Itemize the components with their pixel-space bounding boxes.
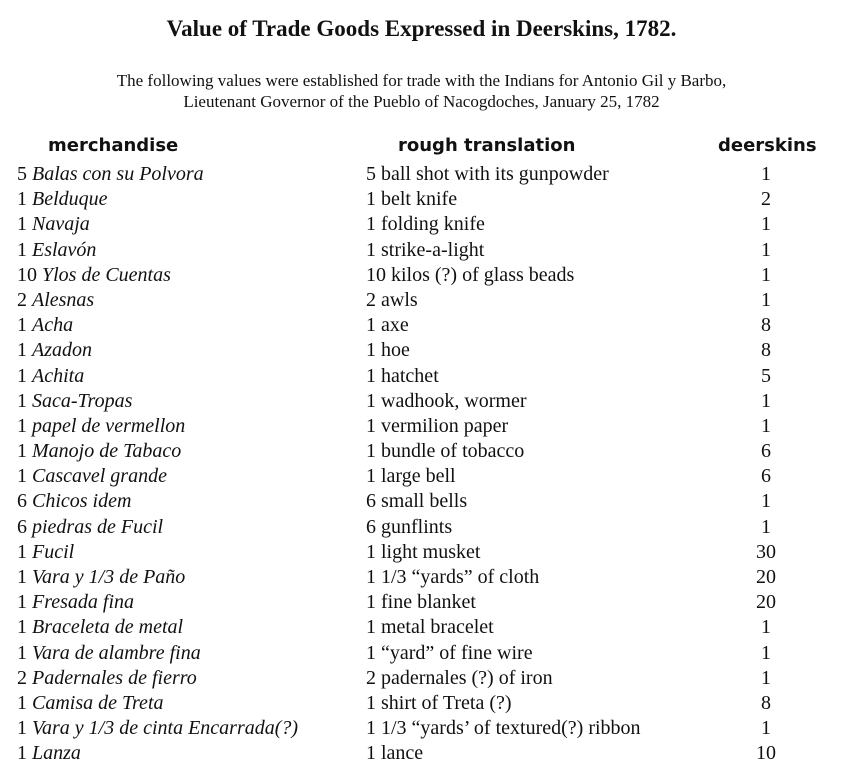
quantity: 1 xyxy=(17,616,27,639)
deerskins-cell: 1 xyxy=(761,263,771,286)
merchandise-cell xyxy=(17,162,204,187)
translation-cell: 6 small bells xyxy=(366,490,468,513)
table-row xyxy=(0,641,843,666)
intro-line-2: Lieutenant Governor of the Pueblo of Nacogdoches, January 25, 1782 xyxy=(183,92,660,111)
table-row xyxy=(0,364,843,389)
table-row xyxy=(0,741,843,766)
table-row xyxy=(0,464,843,489)
translation-cell: 1 light musket xyxy=(366,540,481,563)
item-name: Alesnas xyxy=(32,288,95,311)
table-row xyxy=(0,389,843,414)
merchandise-cell xyxy=(17,666,197,691)
intro-paragraph xyxy=(0,70,843,112)
quantity: 1 xyxy=(17,188,27,211)
translation-cell: 2 padernales (?) of iron xyxy=(366,666,553,689)
quantity: 1 xyxy=(17,566,27,588)
quantity: 1 xyxy=(17,213,27,236)
translation-cell: 1 folding knife xyxy=(366,213,485,236)
table-row xyxy=(0,691,843,716)
item-name: Ylos de Cuentas xyxy=(42,263,171,286)
translation-cell: 1 “yard” of fine wire xyxy=(366,641,533,664)
deerskins-cell: 1 xyxy=(761,163,771,185)
quantity: 1 xyxy=(17,742,27,765)
table-row xyxy=(0,212,843,237)
item-name: Padernales de fierro xyxy=(32,666,197,689)
item-name: Saca-Tropas xyxy=(32,389,133,412)
table-row xyxy=(0,515,843,540)
table-row xyxy=(0,263,843,288)
trade-goods-table xyxy=(0,162,843,767)
table-row xyxy=(0,666,843,691)
item-name: Acha xyxy=(32,314,74,337)
deerskins-cell: 1 xyxy=(761,238,771,261)
merchandise-cell xyxy=(17,515,163,540)
translation-cell: 1 hatchet xyxy=(366,364,439,387)
table-row xyxy=(0,238,843,263)
item-name: Vara de alambre fina xyxy=(32,641,201,664)
translation-cell: 1 shirt of Treta (?) xyxy=(366,691,512,714)
merchandise-cell xyxy=(17,313,73,338)
merchandise-cell xyxy=(17,489,131,514)
table-row xyxy=(0,716,843,741)
quantity: 5 xyxy=(17,163,27,185)
quantity: 2 xyxy=(17,288,27,311)
deerskins-cell: 6 xyxy=(761,465,771,488)
quantity: 1 xyxy=(17,717,27,740)
merchandise-cell xyxy=(17,414,185,439)
item-name: Lanza xyxy=(32,742,81,765)
translation-cell: 1 fine blanket xyxy=(366,591,476,614)
table-row xyxy=(0,414,843,439)
quantity: 10 xyxy=(17,263,37,286)
item-name: Balas con su Polvora xyxy=(32,163,204,185)
translation-cell: 1 wadhook, wormer xyxy=(366,389,527,412)
deerskins-cell: 1 xyxy=(761,490,771,513)
deerskins-cell: 1 xyxy=(761,717,771,740)
document-title: Value of Trade Goods Expressed in Deerskins, 1782. xyxy=(166,16,677,41)
merchandise-cell xyxy=(17,338,92,363)
deerskins-cell: 8 xyxy=(761,691,771,714)
merchandise-cell xyxy=(17,590,134,615)
table-row xyxy=(0,187,843,212)
translation-cell: 1 large bell xyxy=(366,465,456,488)
deerskins-cell: 1 xyxy=(761,213,771,236)
deerskins-cell: 8 xyxy=(761,314,771,337)
merchandise-cell xyxy=(17,389,132,414)
quantity: 6 xyxy=(17,515,27,538)
table-row xyxy=(0,338,843,363)
translation-cell: 6 gunflints xyxy=(366,515,453,538)
item-name: Navaja xyxy=(32,213,90,236)
merchandise-cell xyxy=(17,691,164,716)
deerskins-cell: 1 xyxy=(761,641,771,664)
quantity: 1 xyxy=(17,389,27,412)
merchandise-cell xyxy=(17,565,185,590)
header-deerskins: deerskins xyxy=(718,135,817,156)
item-name: Achita xyxy=(32,364,85,387)
merchandise-cell xyxy=(17,212,90,237)
translation-cell: 1 vermilion paper xyxy=(366,414,509,437)
table-row xyxy=(0,489,843,514)
merchandise-cell xyxy=(17,716,298,741)
item-name: Vara y 1/3 de cinta Encarrada(?) xyxy=(32,717,299,740)
item-name: Fucil xyxy=(32,540,75,563)
translation-cell: 5 ball shot with its gunpowder xyxy=(366,163,609,185)
deerskins-cell: 1 xyxy=(761,616,771,639)
merchandise-cell xyxy=(17,364,84,389)
deerskins-cell: 1 xyxy=(761,288,771,311)
item-name: Chicos idem xyxy=(32,490,132,513)
item-name: Fresada fina xyxy=(32,591,135,614)
quantity: 1 xyxy=(17,414,27,437)
quantity: 1 xyxy=(17,540,27,563)
quantity: 1 xyxy=(17,238,27,261)
deerskins-cell: 6 xyxy=(761,440,771,463)
merchandise-cell xyxy=(17,741,81,766)
merchandise-cell xyxy=(17,238,96,263)
table-row xyxy=(0,615,843,640)
merchandise-cell xyxy=(17,540,74,565)
quantity: 1 xyxy=(17,339,27,362)
quantity: 1 xyxy=(17,364,27,387)
quantity: 1 xyxy=(17,465,27,488)
item-name: Manojo de Tabaco xyxy=(32,440,182,463)
item-name: Cascavel grande xyxy=(32,465,167,488)
merchandise-cell xyxy=(17,187,108,212)
quantity: 1 xyxy=(17,591,27,614)
item-name: Eslavón xyxy=(32,238,97,261)
header-merchandise: merchandise xyxy=(48,135,179,156)
header-rough-translation: rough translation xyxy=(398,135,576,156)
deerskins-cell: 20 xyxy=(756,591,776,614)
quantity: 2 xyxy=(17,666,27,689)
intro-line-1: The following values were established for trade with the Indians for Antonio Gil y Barbo, xyxy=(116,71,727,90)
quantity: 1 xyxy=(17,314,27,337)
item-name: papel de vermellon xyxy=(32,414,186,437)
deerskins-cell: 1 xyxy=(761,515,771,538)
translation-cell: 1 axe xyxy=(366,314,409,337)
deerskins-cell: 30 xyxy=(756,540,776,563)
translation-cell: 2 awls xyxy=(366,288,418,311)
translation-cell: 10 kilos (?) of glass beads xyxy=(366,263,575,286)
item-name: Camisa de Treta xyxy=(32,691,164,714)
translation-cell: 1 metal bracelet xyxy=(366,616,494,639)
table-row xyxy=(0,590,843,615)
deerskins-cell: 2 xyxy=(761,188,771,211)
deerskins-cell: 1 xyxy=(761,389,771,412)
translation-cell: 1 1/3 “yards” of cloth xyxy=(366,566,540,588)
item-name: piedras de Fucil xyxy=(32,515,164,538)
translation-cell: 1 1/3 “yards’ of textured(?) ribbon xyxy=(366,717,641,740)
table-row xyxy=(0,313,843,338)
translation-cell: 1 lance xyxy=(366,742,424,765)
deerskins-cell: 5 xyxy=(761,364,771,387)
item-name: Belduque xyxy=(32,188,108,211)
quantity: 1 xyxy=(17,691,27,714)
table-row xyxy=(0,439,843,464)
deerskins-cell: 8 xyxy=(761,339,771,362)
merchandise-cell xyxy=(17,439,181,464)
table-row xyxy=(0,162,843,187)
translation-cell: 1 belt knife xyxy=(366,188,458,211)
translation-cell: 1 bundle of tobacco xyxy=(366,440,525,463)
table-row xyxy=(0,540,843,565)
deerskins-cell: 1 xyxy=(761,414,771,437)
quantity: 1 xyxy=(17,641,27,664)
translation-cell: 1 hoe xyxy=(366,339,410,362)
item-name: Azadon xyxy=(32,339,92,362)
merchandise-cell xyxy=(17,263,171,288)
deerskins-cell: 1 xyxy=(761,666,771,689)
table-row xyxy=(0,288,843,313)
item-name: Braceleta de metal xyxy=(32,616,184,639)
merchandise-cell xyxy=(17,641,201,666)
quantity: 6 xyxy=(17,490,27,513)
merchandise-cell xyxy=(17,288,94,313)
deerskins-cell: 20 xyxy=(756,566,776,588)
quantity: 1 xyxy=(17,440,27,463)
merchandise-cell xyxy=(17,615,183,640)
translation-cell: 1 strike-a-light xyxy=(366,238,485,261)
merchandise-cell xyxy=(17,464,167,489)
deerskins-cell: 10 xyxy=(756,742,776,765)
table-row xyxy=(0,565,843,590)
item-name: Vara y 1/3 de Paño xyxy=(32,566,186,588)
